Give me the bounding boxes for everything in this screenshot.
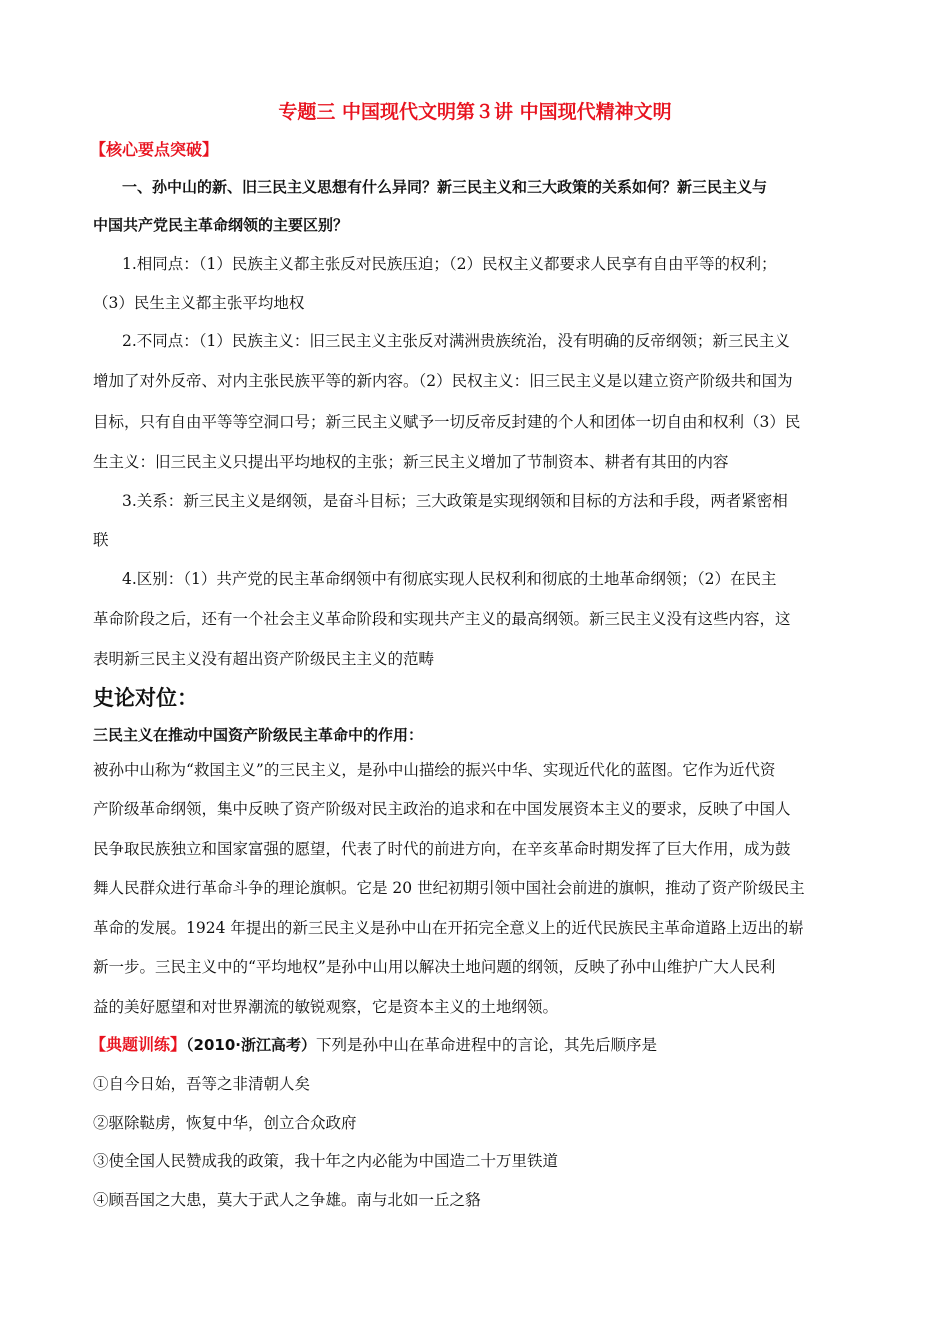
exercise-question: 下列是孙中山在革命进程中的言论，其先后顺序是: [315, 1036, 657, 1054]
point-line: 3.关系：新三民主义是纲领，是奋斗目标；三大政策是实现纲领和目标的方法和手段，两者紧密相: [122, 492, 788, 510]
paragraph-line: 新一步。三民主义中的“平均地权”是孙中山用以解决土地问题的纲领，反映了孙中山维护广大人民利: [93, 958, 776, 976]
point-line: （3）民生主义都主张平均地权: [93, 294, 305, 312]
option-line: ②驱除鞑虏，恢复中华，创立合众政府: [93, 1114, 357, 1132]
option-line: ④顾吾国之大患，莫大于武人之争雄。南与北如一丘之貉: [93, 1191, 481, 1209]
exercise-source: （2010·浙江高考）: [186, 1036, 316, 1054]
point-line: 1.相同点：（1）民族主义都主张反对民族压迫；（2）民权主义都要求人民享有自由平等的权利；: [122, 255, 777, 273]
section-subheading: 三民主义在推动中国资产阶级民主革命中的作用：: [93, 726, 424, 744]
paragraph-line: 被孙中山称为“救国主义”的三民主义，是孙中山描绘的振兴中华、实现近代化的蓝图。它作为近代资: [93, 761, 776, 779]
point-line: 联: [93, 531, 109, 549]
section-heading: 史论对位：: [93, 686, 198, 710]
point-line: 革命阶段之后，还有一个社会主义革命阶段和实现共产主义的最高纲领。新三民主义没有这些内容，这: [93, 610, 791, 628]
paragraph-line: 舞人民群众进行革命斗争的理论旗帜。它是 20 世纪初期引领中国社会前进的旗帜，推动了资产阶级民主: [93, 879, 805, 897]
point-line: 生主义：旧三民主义只提出平均地权的主张；新三民主义增加了节制资本、耕者有其田的内容: [93, 453, 729, 471]
option-line: ③使全国人民赞成我的政策，我十年之内必能为中国造二十万里铁道: [93, 1152, 559, 1170]
paragraph-line: 革命的发展。1924 年提出的新三民主义是孙中山在开拓完全意义上的近代民族民主革命道路上迈出的崭: [93, 919, 804, 937]
question-line: 一、孙中山的新、旧三民主义思想有什么异同？新三民主义和三大政策的关系如何？新三民主义与: [122, 178, 768, 196]
option-line: ①自今日始，吾等之非清朝人矣: [93, 1075, 311, 1093]
point-line: 目标，只有自由平等等空洞口号；新三民主义赋予一切反帝反封建的个人和团体一切自由和权利（3）民: [93, 413, 801, 431]
paragraph-line: 产阶级革命纲领，集中反映了资产阶级对民主政治的追求和在中国发展资本主义的要求，反映了中国人: [93, 800, 791, 818]
point-line: 2.不同点：（1）民族主义：旧三民主义主张反对满洲贵族统治，没有明确的反帝纲领；新三民主义: [122, 332, 790, 350]
paragraph-line: 益的美好愿望和对世界潮流的敏锐观察，它是资本主义的土地纲领。: [93, 998, 559, 1016]
section-label-core-points: 【核心要点突破】: [90, 140, 219, 159]
document-title: 专题三 中国现代文明第３讲 中国现代精神文明: [278, 101, 672, 123]
exercise-line: [90, 1034, 657, 1056]
point-line: 表明新三民主义没有超出资产阶级民主主义的范畴: [93, 650, 435, 668]
question-line: 中国共产党民主革命纲领的主要区别？: [93, 216, 349, 234]
paragraph-line: 民争取民族独立和国家富强的愿望，代表了时代的前进方向，在辛亥革命时期发挥了巨大作用，成为鼓: [93, 840, 791, 858]
section-label-exercise: 【典题训练】: [90, 1035, 187, 1054]
point-line: 4.区别：（1）共产党的民主革命纲领中有彻底实现人民权利和彻底的土地革命纲领；（2）在民主: [122, 570, 777, 588]
point-line: 增加了对外反帝、对内主张民族平等的新内容。（2）民权主义：旧三民主义是以建立资产阶级共和国为: [93, 372, 793, 390]
